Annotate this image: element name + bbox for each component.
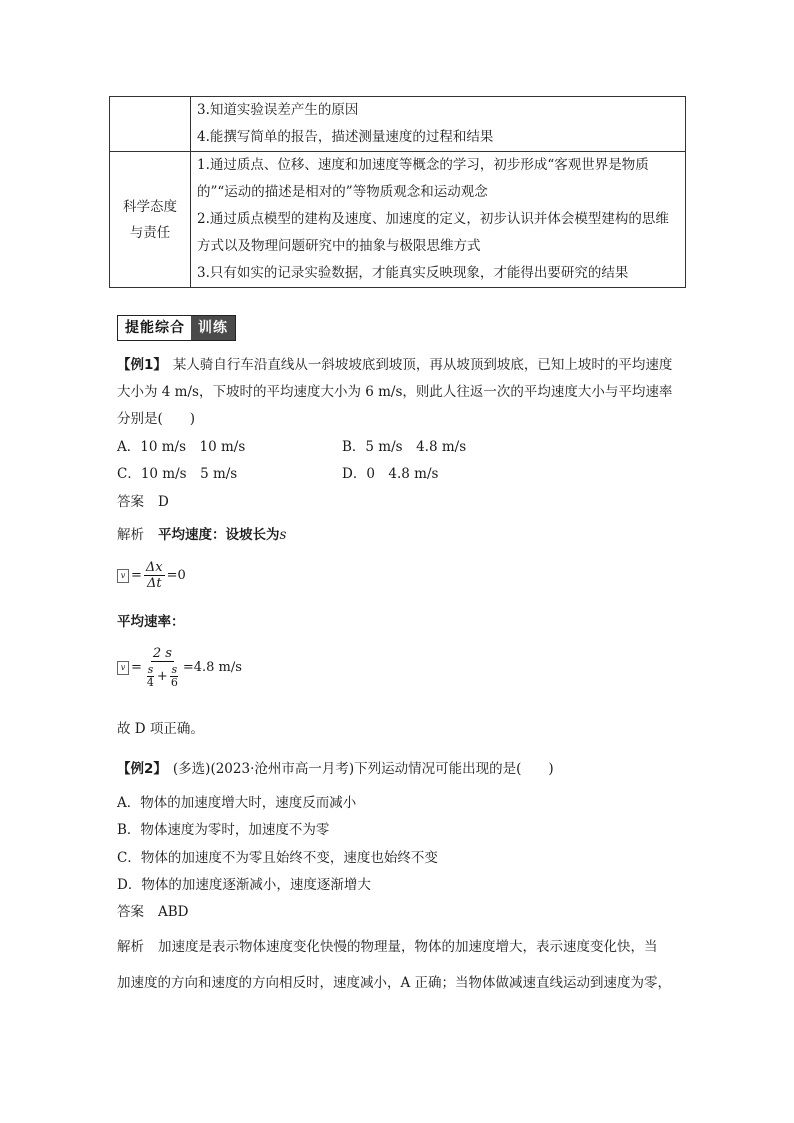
rate-label: 平均速率： — [117, 614, 185, 630]
fraction-numerator: 2 s — [152, 646, 172, 661]
sub-fraction-numerator: s — [147, 663, 154, 676]
option-a: A．10 m/s 10 m/s — [117, 439, 246, 455]
table-item-line: 方式以及物理问题研究中的抽象与极限思维方式 — [197, 238, 481, 254]
table-item-line: 2.通过质点模型的建构及速度、加速度的定义，初步认识并体会模型建构的思维 — [197, 211, 669, 227]
example2-answer — [117, 902, 189, 922]
v-bar-symbol: v — [117, 661, 129, 675]
table-row — [110, 152, 686, 288]
table-items-cell — [191, 97, 686, 152]
example1-text: 某人骑自行车沿直线从一斜坡坡底到坡顶，再从坡顶到坡底，已知上坡时的平均速度 — [172, 357, 673, 373]
section-header-main: 提能综合 — [118, 316, 191, 340]
v-bar-symbol: v — [117, 569, 129, 583]
objectives-table — [109, 96, 686, 288]
average-speed-formula — [117, 646, 242, 689]
sub-fraction-denominator: 6 — [170, 676, 178, 689]
analysis-var: s — [279, 527, 287, 543]
example2-option: A．物体的加速度增大时，速度反而减小 — [117, 795, 357, 811]
example2-analysis-line: 加速度的方向和速度的方向相反时，速度减小，A 正确；当物体做减速直线运动到速度为零， — [117, 975, 672, 991]
example1-answer — [117, 492, 169, 512]
example2-tag: 【例2】 — [117, 761, 167, 777]
table-item-line: 3.只有如实的记录实验数据，才能真实反映现象，才能得出要研究的结果 — [197, 265, 629, 281]
formula-result: =0 — [166, 568, 186, 583]
example1-conclusion: 故 D 项正确。 — [117, 721, 204, 737]
sub-fraction — [146, 664, 155, 689]
example2-text: (多选)(2023·沧州市高一月考)下列运动情况可能出现的是( ) — [172, 761, 554, 777]
example2-stem — [117, 759, 554, 779]
sub-fraction — [170, 664, 179, 689]
section-header — [117, 315, 236, 341]
fraction-denominator — [144, 662, 181, 689]
plus-sign: + — [156, 669, 168, 684]
table-item-line: 4.能撰写简单的报告，描述测量速度的过程和结果 — [197, 129, 494, 145]
analysis-head: 平均速度：设坡长为 — [158, 527, 280, 543]
table-category-cell — [110, 97, 191, 152]
fraction — [144, 646, 181, 689]
option-d: D．0 4.8 m/s — [342, 466, 439, 482]
average-velocity-formula — [117, 560, 186, 591]
fraction — [144, 560, 165, 591]
answer-value: D — [158, 494, 169, 510]
fraction-numerator: Δx — [145, 560, 163, 575]
analysis-text: 加速度是表示物体速度变化快慢的物理量，物体的加速度增大，表示速度变化快，当 — [158, 939, 658, 955]
option-b: B．5 m/s 4.8 m/s — [342, 439, 467, 455]
category-line: 与责任 — [129, 224, 171, 241]
answer-label: 答案 — [117, 494, 144, 510]
table-items-cell — [191, 152, 686, 288]
example1-stem-line: 大小为 4 m/s，下坡时的平均速度大小为 6 m/s，则此人往返一次的平均速度大小与平均速率 — [117, 384, 673, 400]
category-line: 科学态度 — [123, 198, 177, 215]
formula-result: =4.8 m/s — [182, 660, 242, 675]
example1-stem-line — [117, 355, 672, 375]
answer-value: ABD — [158, 904, 189, 920]
equals-sign: = — [131, 568, 142, 583]
fraction-denominator: Δt — [146, 576, 162, 591]
table-item-line: 的”“运动的描述是相对的”等物质观念和运动观念 — [197, 184, 488, 200]
example2-option: C．物体的加速度不为零且始终不变，速度也始终不变 — [117, 850, 438, 866]
sub-fraction-denominator: 4 — [146, 676, 154, 689]
example1-stem-line: 分别是( ) — [117, 411, 196, 427]
option-c: C．10 m/s 5 m/s — [117, 466, 238, 482]
example1-tag: 【例1】 — [117, 357, 167, 373]
table-category-cell — [110, 152, 191, 288]
example2-analysis-line — [117, 937, 658, 957]
table-row — [110, 97, 686, 152]
table-item-line: 1.通过质点、位移、速度和加速度等概念的学习，初步形成“客观世界是物质 — [197, 157, 649, 173]
analysis-label: 解析 — [117, 527, 144, 543]
table-item-line: 3.知道实验误差产生的原因 — [197, 102, 359, 118]
analysis-label: 解析 — [117, 939, 144, 955]
answer-label: 答案 — [117, 904, 144, 920]
sub-fraction-numerator: s — [171, 663, 178, 676]
example2-option: D．物体的加速度逐渐减小，速度逐渐增大 — [117, 877, 371, 893]
section-header-tag: 训练 — [191, 316, 235, 340]
equals-sign: = — [131, 660, 142, 675]
example2-option: B．物体速度为零时，加速度不为零 — [117, 822, 330, 838]
example1-analysis — [117, 525, 286, 545]
